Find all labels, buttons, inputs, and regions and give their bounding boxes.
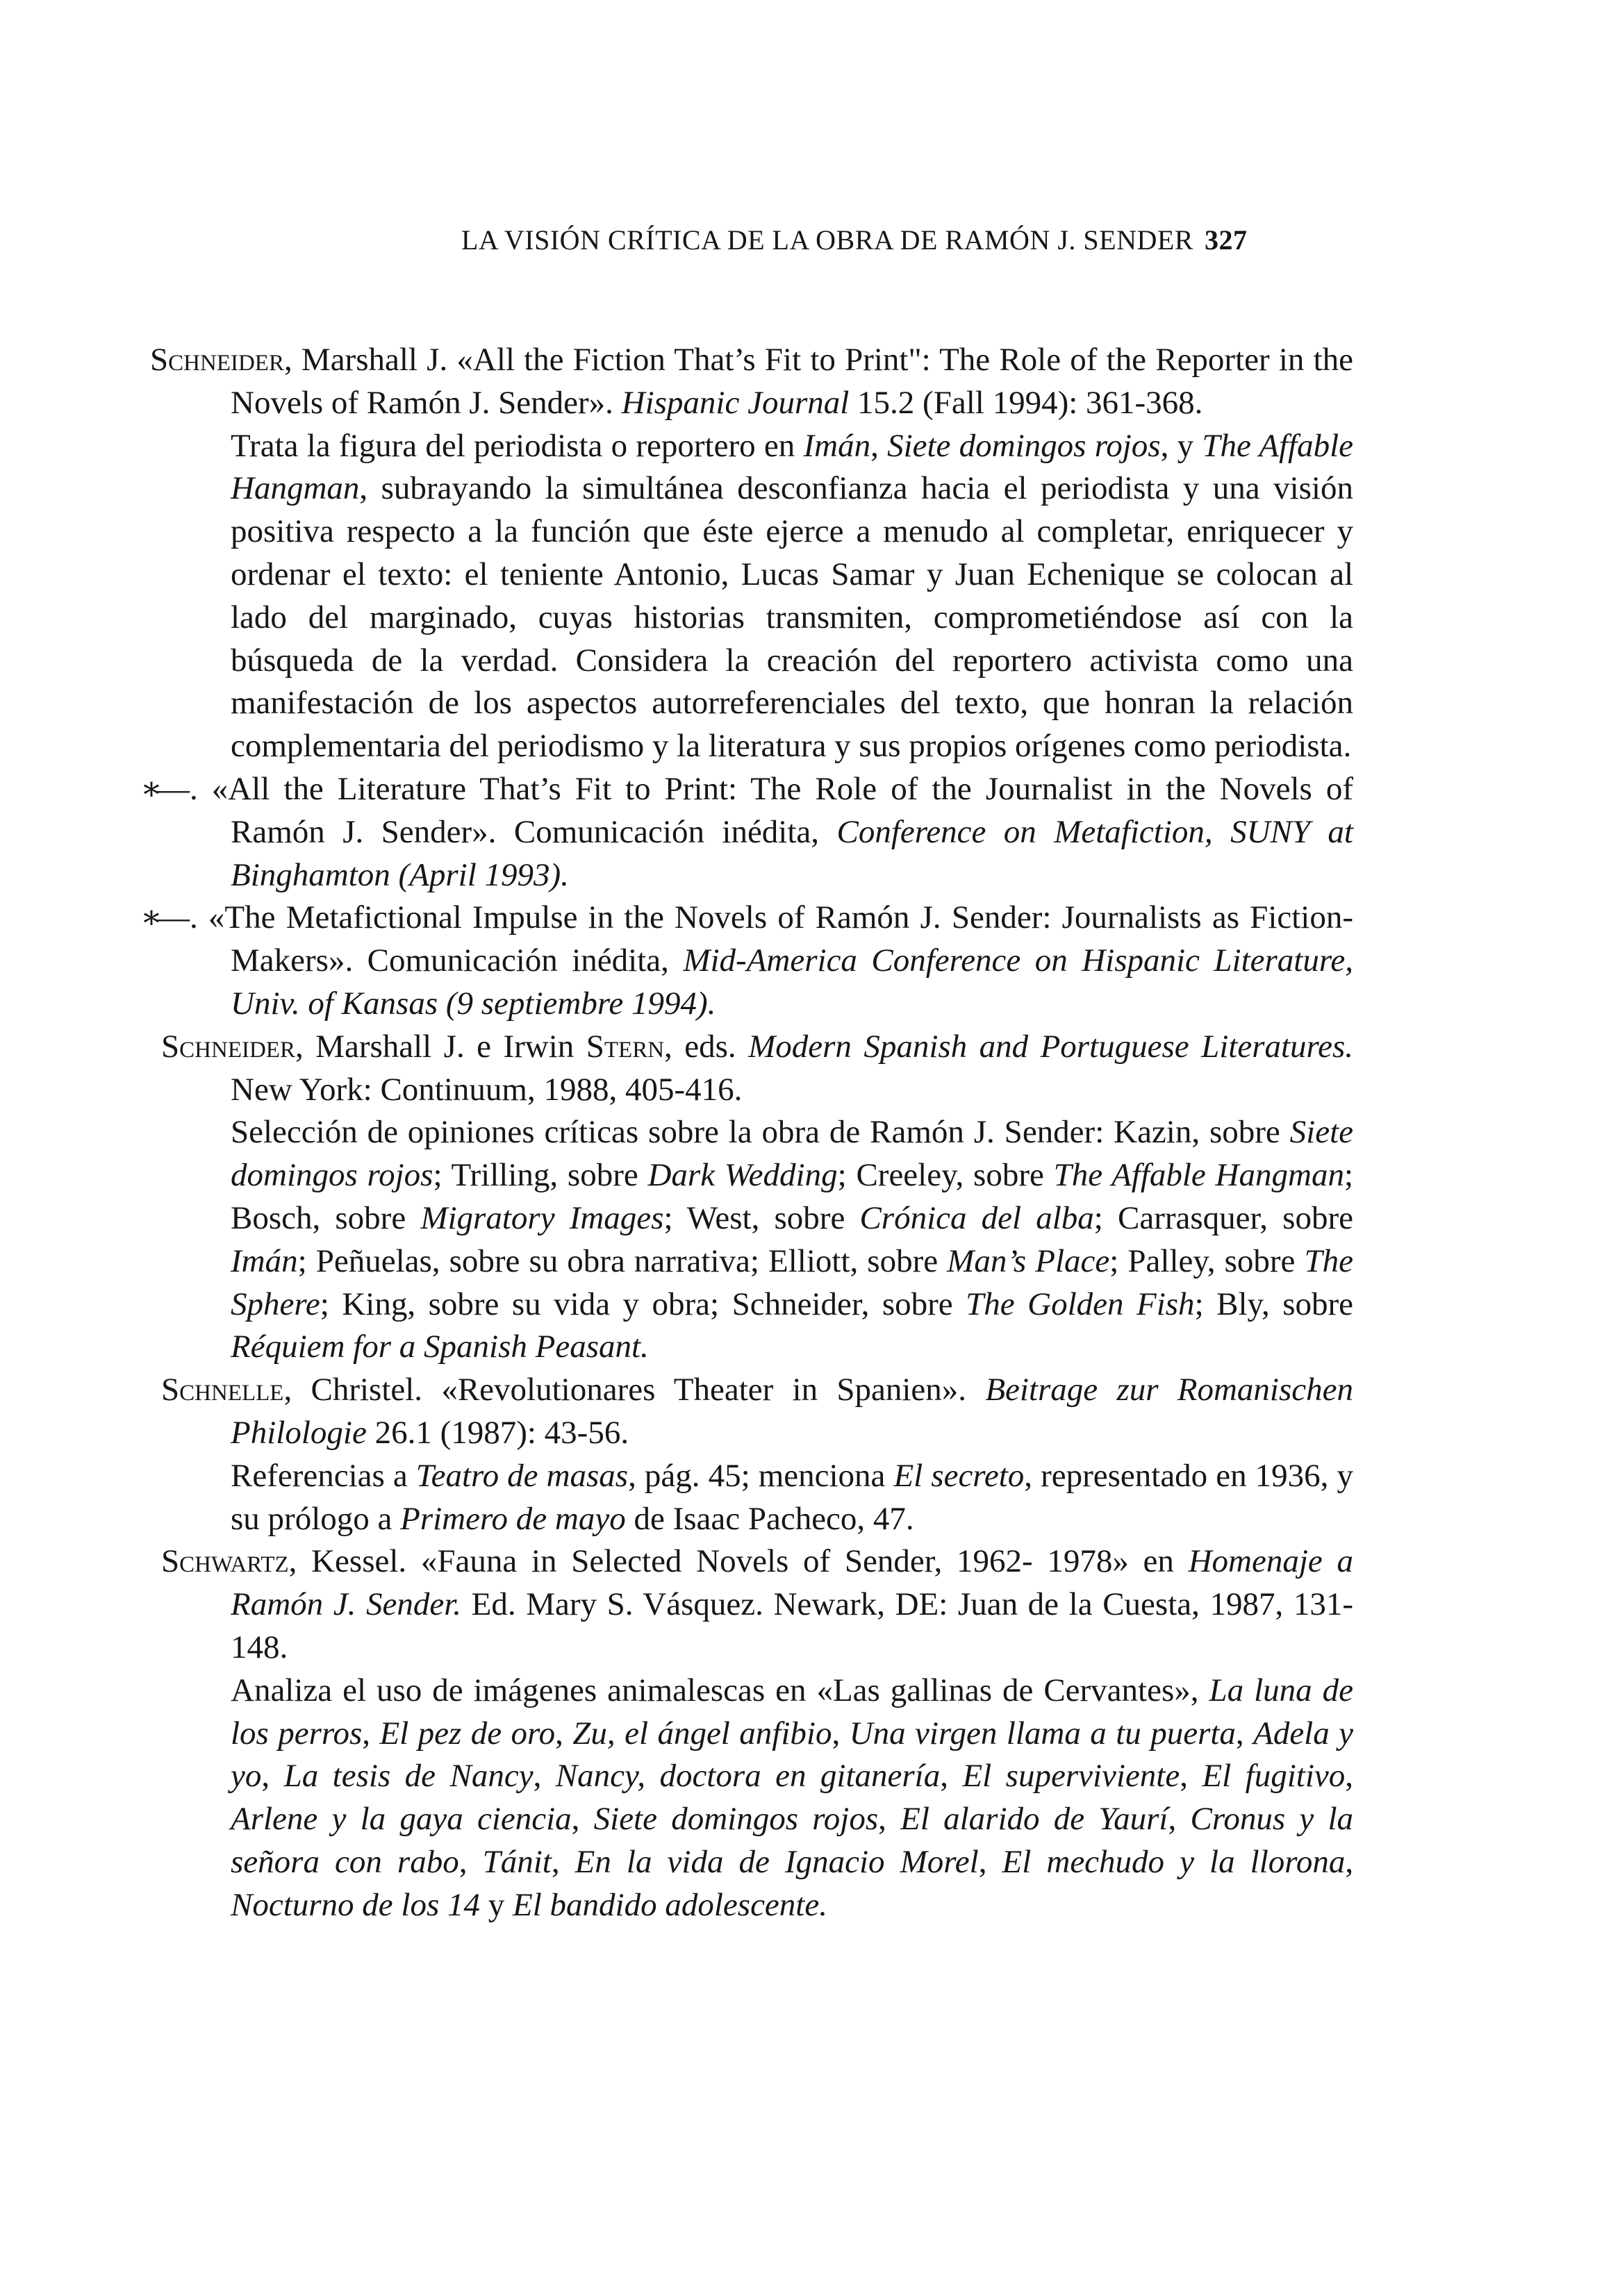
annotation-text: ,: [1180, 1758, 1202, 1795]
work-title: Primero de mayo: [400, 1500, 626, 1537]
work-title: Migratory Images: [420, 1199, 664, 1236]
annotation: [150, 1670, 1353, 1927]
work-title: Nancy, doctora en gitanería: [555, 1758, 941, 1795]
annotation-text: ,: [571, 1801, 594, 1838]
author-name: Stern: [586, 1028, 665, 1065]
annotation-text: , subrayando la simultánea desconfianza hacia el periodista y una visión positiva respecto a la función que éste ejerce a menudo al completar, enriquecer y ordenar el texto: el teniente Antonio, Lucas Samar y Juan Echenique se colocan al lado del marginado, cuyas historias transmiten, comprometiéndose así con la búsqueda de la verdad. Considera la creación del reportero activista como una manifestación de los aspectos autorreferenciales del texto, que honran la relación complementaria del periodismo y la literatura y sus propios orígenes como periodista.: [231, 470, 1353, 765]
annotation-text: de Isaac Pacheco, 47.: [625, 1500, 914, 1537]
work-title: La tesis de Nancy: [283, 1758, 534, 1795]
work-title: Una virgen llama a tu puerta: [849, 1715, 1236, 1752]
entry-text: , eds.: [664, 1028, 749, 1065]
annotation-text: ,: [533, 1758, 556, 1795]
work-title: The Sphere: [231, 1242, 1353, 1322]
work-title: Nocturno de los 14: [231, 1886, 481, 1923]
annotation-text: ,: [458, 1843, 483, 1880]
work-title: En la vida de Ignacio Morel: [575, 1843, 979, 1880]
work-title: Cronus y la señora con rabo: [231, 1801, 1354, 1880]
work-title: El alarido de Yaurí: [900, 1801, 1168, 1838]
entry-text: New York: Continuum, 1988, 405-416.: [231, 1071, 743, 1108]
annotation-text: ,: [1168, 1801, 1191, 1838]
bibliography-body: [140, 339, 1354, 1927]
annotation-text: Selección de opiniones críticas sobre la obra de Ramón J. Sender: Kazin, sobre: [231, 1114, 1290, 1151]
annotation-text: ,: [1235, 1715, 1254, 1752]
annotation-text: ; Bly, sobre: [1194, 1286, 1354, 1322]
annotation-text: ; Palley, sobre: [1109, 1242, 1305, 1279]
annotation-text: y: [480, 1886, 513, 1923]
bib-entry-schneider-stern-1988: [150, 1026, 1353, 1112]
book-title: Homenaje a Ramón J. Sender.: [231, 1543, 1353, 1623]
work-title: El bandido adolescente.: [513, 1886, 827, 1923]
annotation-text: ,: [940, 1758, 963, 1795]
work-title: Arlene y la gaya ciencia: [231, 1801, 572, 1838]
work-title: Adela y yo: [231, 1715, 1354, 1795]
entry-text: , Christel. «Revolutionares Theater in Spanien».: [283, 1372, 986, 1408]
running-title: LA VISIÓN CRÍTICA DE LA OBRA DE RAMÓN J. SENDER: [461, 224, 1193, 256]
work-title: El fugitivo: [1202, 1758, 1346, 1795]
entry-text: , Marshall J. «All the Fiction That’s Fit to Print": The Role of the Reporter in the Novels of Ramón J. Sender».: [231, 342, 1353, 421]
entry-text: —. «All the Literature That’s Fit to Print: The Role of the Journalist in the Novels of Ramón J. Sender». Comunicación inédita,: [157, 770, 1353, 850]
work-title: Siete domingos rojos: [231, 1114, 1353, 1194]
book-title: Modern Spanish and Portuguese Literatures.: [748, 1028, 1353, 1065]
running-header: [461, 224, 1247, 257]
work-title: La luna de los perros: [231, 1672, 1353, 1752]
bib-entry-schneider-1994b: [140, 897, 1353, 1025]
annotation-text: ,: [870, 427, 888, 464]
annotation-text: ,: [832, 1715, 850, 1752]
annotation-text: , y: [1160, 427, 1202, 464]
annotation-text: ; Creeley, sobre: [837, 1157, 1054, 1194]
annotation-text: ; Trilling, sobre: [433, 1157, 648, 1194]
entry-text: 26.1 (1987): 43-56.: [366, 1414, 629, 1451]
entry-text: , Kessel. «Fauna in Selected Novels of Sender, 1962- 1978» en: [288, 1543, 1189, 1580]
annotation-text: ; West, sobre: [663, 1199, 860, 1236]
work-title: Imán: [231, 1242, 298, 1279]
work-title: El pez de oro: [379, 1715, 556, 1752]
annotation-text: ,: [978, 1843, 1002, 1880]
work-title: Zu, el ángel anfibio: [572, 1715, 832, 1752]
work-title: The Affable Hangman: [1053, 1157, 1344, 1194]
annotation-text: Trata la figura del periodista o reportero en: [231, 427, 804, 464]
bib-entry-schneider-1994: [150, 339, 1353, 425]
annotation-text: Analiza el uso de imágenes animalescas en «Las gallinas de Cervantes»,: [231, 1672, 1209, 1708]
work-title: Tánit: [482, 1843, 552, 1880]
author-name: Schneider: [161, 1028, 295, 1065]
annotation-text: ,: [1345, 1843, 1354, 1880]
bib-entry-schwartz-1987: [150, 1540, 1353, 1669]
work-title: Imán: [803, 427, 871, 464]
unverified-mark: ∗: [140, 770, 163, 807]
work-title: Dark Wedding: [647, 1157, 838, 1194]
work-title: El mechudo y la llorona: [1002, 1843, 1346, 1880]
author-name: Schwartz: [161, 1543, 289, 1580]
work-title: The Golden Fish: [966, 1286, 1195, 1322]
entry-text: —. «The Metafictional Impulse in the Novels of Ramón J. Sender: Journalists as Fiction-Makers». Comunicación inédita,: [157, 899, 1353, 979]
annotation-text: , pág. 45; menciona: [628, 1457, 894, 1494]
page-number: 327: [1204, 224, 1248, 256]
work-title: Siete domingos rojos: [593, 1801, 879, 1838]
author-name: Schnelle: [161, 1372, 284, 1408]
journal-title: Beitrage zur Romanischen Philologie: [231, 1372, 1353, 1451]
work-title: Crónica del alba: [859, 1199, 1094, 1236]
annotation-text: ,: [878, 1801, 901, 1838]
work-title: The Affable Hangman: [231, 427, 1354, 507]
annotation-text: ; Bosch, sobre: [231, 1157, 1354, 1236]
unverified-mark: ∗: [140, 899, 163, 936]
entry-text: Ed. Mary S. Vásquez. Newark, DE: Juan de la Cuesta, 1987, 131-148.: [231, 1586, 1353, 1665]
work-title: Teatro de masas: [415, 1457, 629, 1494]
author-name: Schneider: [150, 342, 284, 378]
annotation-text: ,: [1345, 1758, 1353, 1795]
work-title: El secreto: [893, 1457, 1025, 1494]
bib-entry-schneider-1993: [140, 768, 1353, 897]
annotation-text: ,: [261, 1758, 284, 1795]
annotation-text: ; Peñuelas, sobre su obra narrativa; Elliott, sobre: [297, 1242, 948, 1279]
annotation-text: ,: [555, 1715, 573, 1752]
entry-text: , Marshall J. e Irwin: [295, 1028, 586, 1065]
annotation: [150, 425, 1353, 768]
work-title: Siete domingos rojos: [887, 427, 1161, 464]
work-title: El superviviente: [962, 1758, 1180, 1795]
annotation-text: ,: [362, 1715, 380, 1752]
annotation-text: , representado en 1936, y su prólogo a: [231, 1457, 1353, 1537]
entry-text: 15.2 (Fall 1994): 361-368.: [849, 384, 1203, 421]
annotation-text: Referencias a: [231, 1457, 416, 1494]
conference-title: Conference on Metafiction, SUNY at Binghamton (April 1993).: [231, 813, 1353, 893]
annotation-text: ; Carrasquer, sobre: [1093, 1199, 1353, 1236]
annotation-text: ; King, sobre su vida y obra; Schneider, sobre: [320, 1286, 966, 1322]
work-title: Man’s Place: [947, 1242, 1110, 1279]
annotation: [150, 1455, 1353, 1541]
conference-title: Mid-America Conference on Hispanic Literature, Univ. of Kansas (9 septiembre 1994).: [231, 942, 1353, 1022]
bib-entry-schnelle-1987: [150, 1369, 1353, 1455]
work-title: Réquiem for a Spanish Peasant.: [231, 1329, 649, 1365]
annotation: [150, 1111, 1353, 1369]
annotation-text: ,: [551, 1843, 575, 1880]
journal-title: Hispanic Journal: [621, 384, 850, 421]
